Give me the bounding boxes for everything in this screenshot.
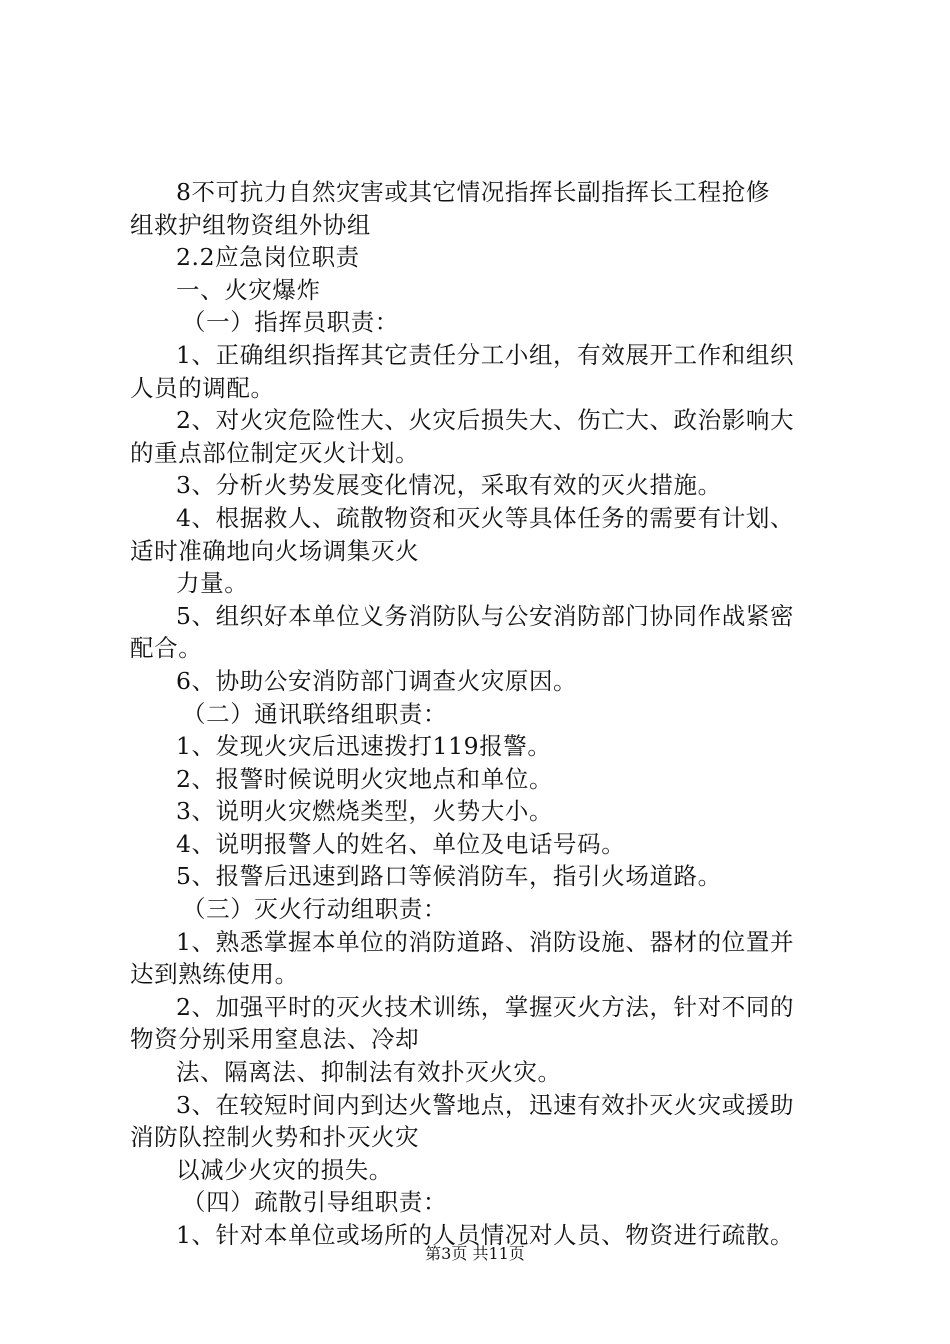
paragraph-line: 5、组织好本单位义务消防队与公安消防部门协同作战紧密 [176, 601, 795, 630]
subsection-heading: （一）指挥员职责： [182, 308, 399, 337]
paragraph-line: 2、对火灾危险性大、火灾后损失大、伤亡大、政治影响大 [176, 406, 795, 435]
paragraph-line: 1、正确组织指挥其它责任分工小组，有效展开工作和组织 [176, 340, 795, 369]
paragraph-line: 达到熟练使用。 [130, 960, 299, 989]
paragraph-line: 组救护组物资组外协组 [130, 210, 371, 239]
paragraph-line: 人员的调配。 [130, 373, 275, 402]
subsection-heading: （二）通讯联络组职责： [182, 699, 448, 728]
paragraph-line: 的重点部位制定灭火计划。 [130, 438, 420, 467]
paragraph-line: 8不可抗力自然灾害或其它情况指挥长副指挥长工程抢修 [176, 178, 770, 206]
paragraph-line: 法、隔离法、抑制法有效扑灭火灾。 [176, 1058, 562, 1087]
section-heading: 一、火灾爆炸 [176, 275, 321, 304]
subsection-heading: （三）灭火行动组职责： [182, 895, 448, 924]
paragraph-line: 适时准确地向火场调集灭火 [130, 536, 420, 565]
document-body [130, 176, 830, 1252]
paragraph-line: 力量。 [176, 569, 249, 598]
page-footer: 第3页 共11页 [425, 1244, 525, 1263]
paragraph-line: 2、报警时候说明火灾地点和单位。 [176, 764, 554, 793]
paragraph-line: 消防队控制火势和扑灭火灾 [130, 1123, 420, 1152]
paragraph-line: 5、报警后迅速到路口等候消防车，指引火场道路。 [176, 862, 722, 891]
subsection-heading: （四）疏散引导组职责： [182, 1188, 448, 1217]
paragraph-line: 3、说明火灾燃烧类型，火势大小。 [176, 797, 554, 826]
paragraph-line: 3、在较短时间内到达火警地点，迅速有效扑灭火灾或援助 [176, 1090, 795, 1119]
paragraph-line: 6、协助公安消防部门调查火灾原因。 [176, 666, 578, 695]
paragraph-line: 4、根据救人、疏散物资和灭火等具体任务的需要有计划、 [176, 503, 795, 532]
paragraph-line: 以减少火灾的损失。 [176, 1155, 393, 1184]
section-heading: 2.2应急岗位职责 [176, 243, 360, 272]
paragraph-line: 1、熟悉掌握本单位的消防道路、消防设施、器材的位置并 [176, 927, 795, 956]
paragraph-line: 物资分别采用窒息法、冷却 [130, 1025, 420, 1054]
paragraph-line: 1、发现火灾后迅速拨打119报警。 [176, 732, 552, 761]
paragraph-line: 1、针对本单位或场所的人员情况对人员、物资进行疏散。 [176, 1221, 795, 1249]
paragraph-line: 3、分析火势发展变化情况，采取有效的灭火措施。 [176, 471, 722, 500]
paragraph-line: 配合。 [130, 634, 203, 663]
paragraph-line: 4、说明报警人的姓名、单位及电话号码。 [176, 829, 626, 858]
paragraph-line: 2、加强平时的灭火技术训练，掌握灭火方法，针对不同的 [176, 992, 795, 1021]
